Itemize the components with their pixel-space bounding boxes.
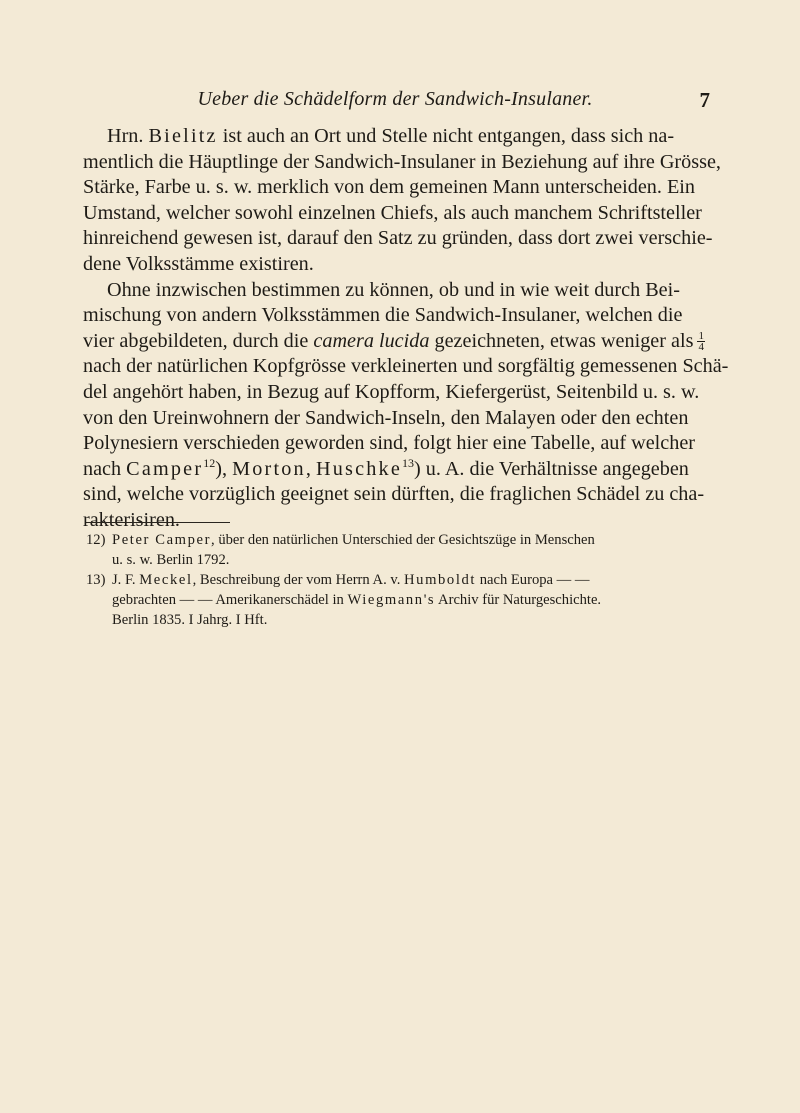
footnote-ref: 13 <box>402 455 414 470</box>
text-line: vier abgebildeten, durch die camera lucida gezeichneten, etwas weniger als $\frac{1}{4}$ <box>83 329 704 353</box>
text-line: Umstand, welcher sowohl einzelnen Chiefs, als auch manchem Schriftsteller <box>83 201 702 224</box>
person-name: Wiegmann's <box>347 592 436 608</box>
running-title: Ueber die Schädelform der Sandwich-Insulaner. <box>197 88 593 110</box>
text-line: Hrn. Bielitz ist auch an Ort und Stelle nicht entgangen, dass sich na- <box>107 125 675 147</box>
text-line: nach Camper$^{12}$), Morton, Huschke$^{13}$) u. A. die Verhältnisse angegeben <box>83 455 689 480</box>
footnote: 12) Peter Camper, über den natürlichen Unterschied der Gesichtszüge in Menschen u. s. w. Berlin 1792. <box>86 532 595 568</box>
person-name: Peter Camper <box>112 532 212 548</box>
footnote-ref: 12 <box>203 455 216 470</box>
running-header <box>80 88 710 114</box>
text-line: del angehört haben, in Bezug auf Kopfform, Kiefergerüst, Seitenbild u. s. w. <box>83 380 700 403</box>
text-line: sind, welche vorzüglich geeignet sein dürften, die fraglichen Schädel zu cha- <box>83 483 705 506</box>
person-name: Humboldt <box>404 572 477 588</box>
footnote-number: 12) <box>86 532 106 548</box>
text-line: dene Volksstämme existiren. <box>83 252 314 275</box>
footnote: 13) J. F. Meckel, Beschreibung der vom Herrn A. v. Humboldt nach Europa — — gebrachten — — Amerikanerschädel in Wiegmann's Archiv für Naturgeschichte. Berlin 1835. I Jahrg. I Hft. <box>86 572 602 628</box>
fraction: $\frac{1}{4}$ <box>698 329 704 353</box>
text-line: mentlich die Häuptlinge der Sandwich-Insulaner in Beziehung auf ihre Grösse, <box>83 150 721 173</box>
person-name: Morton <box>232 457 306 480</box>
text-line: mischung von andern Volksstämmen die Sandwich-Insulaner, welchen die <box>83 304 683 327</box>
person-name: Meckel <box>139 572 193 588</box>
footnotes <box>86 530 707 630</box>
text-line: von den Ureinwohnern der Sandwich-Inseln, den Malayen oder den echten <box>83 406 689 429</box>
person-name: Camper <box>126 457 204 480</box>
text-line: Ohne inzwischen bestimmen zu können, ob und in wie weit durch Bei- <box>107 278 680 301</box>
text-line: rakterisiren. <box>83 508 180 531</box>
footnote-number: 13) <box>86 572 106 588</box>
main-text <box>83 124 729 534</box>
italic-term: camera lucida <box>313 329 430 352</box>
page-number: 7 <box>699 88 710 112</box>
person-name: Bielitz <box>148 125 218 147</box>
text-line: Polynesiern verschieden geworden sind, folgt hier eine Tabelle, auf welcher <box>83 432 696 455</box>
text-line: hinreichend gewesen ist, darauf den Satz zu gründen, dass dort zwei verschie- <box>83 227 713 250</box>
footnote-divider <box>86 522 230 523</box>
text-line: nach der natürlichen Kopfgrösse verkleinerten und sorgfältig gemessenen Schä- <box>83 355 729 378</box>
text-line: Stärke, Farbe u. s. w. merklich von dem gemeinen Mann unterscheiden. Ein <box>83 176 696 199</box>
person-name: Huschke <box>315 457 402 480</box>
